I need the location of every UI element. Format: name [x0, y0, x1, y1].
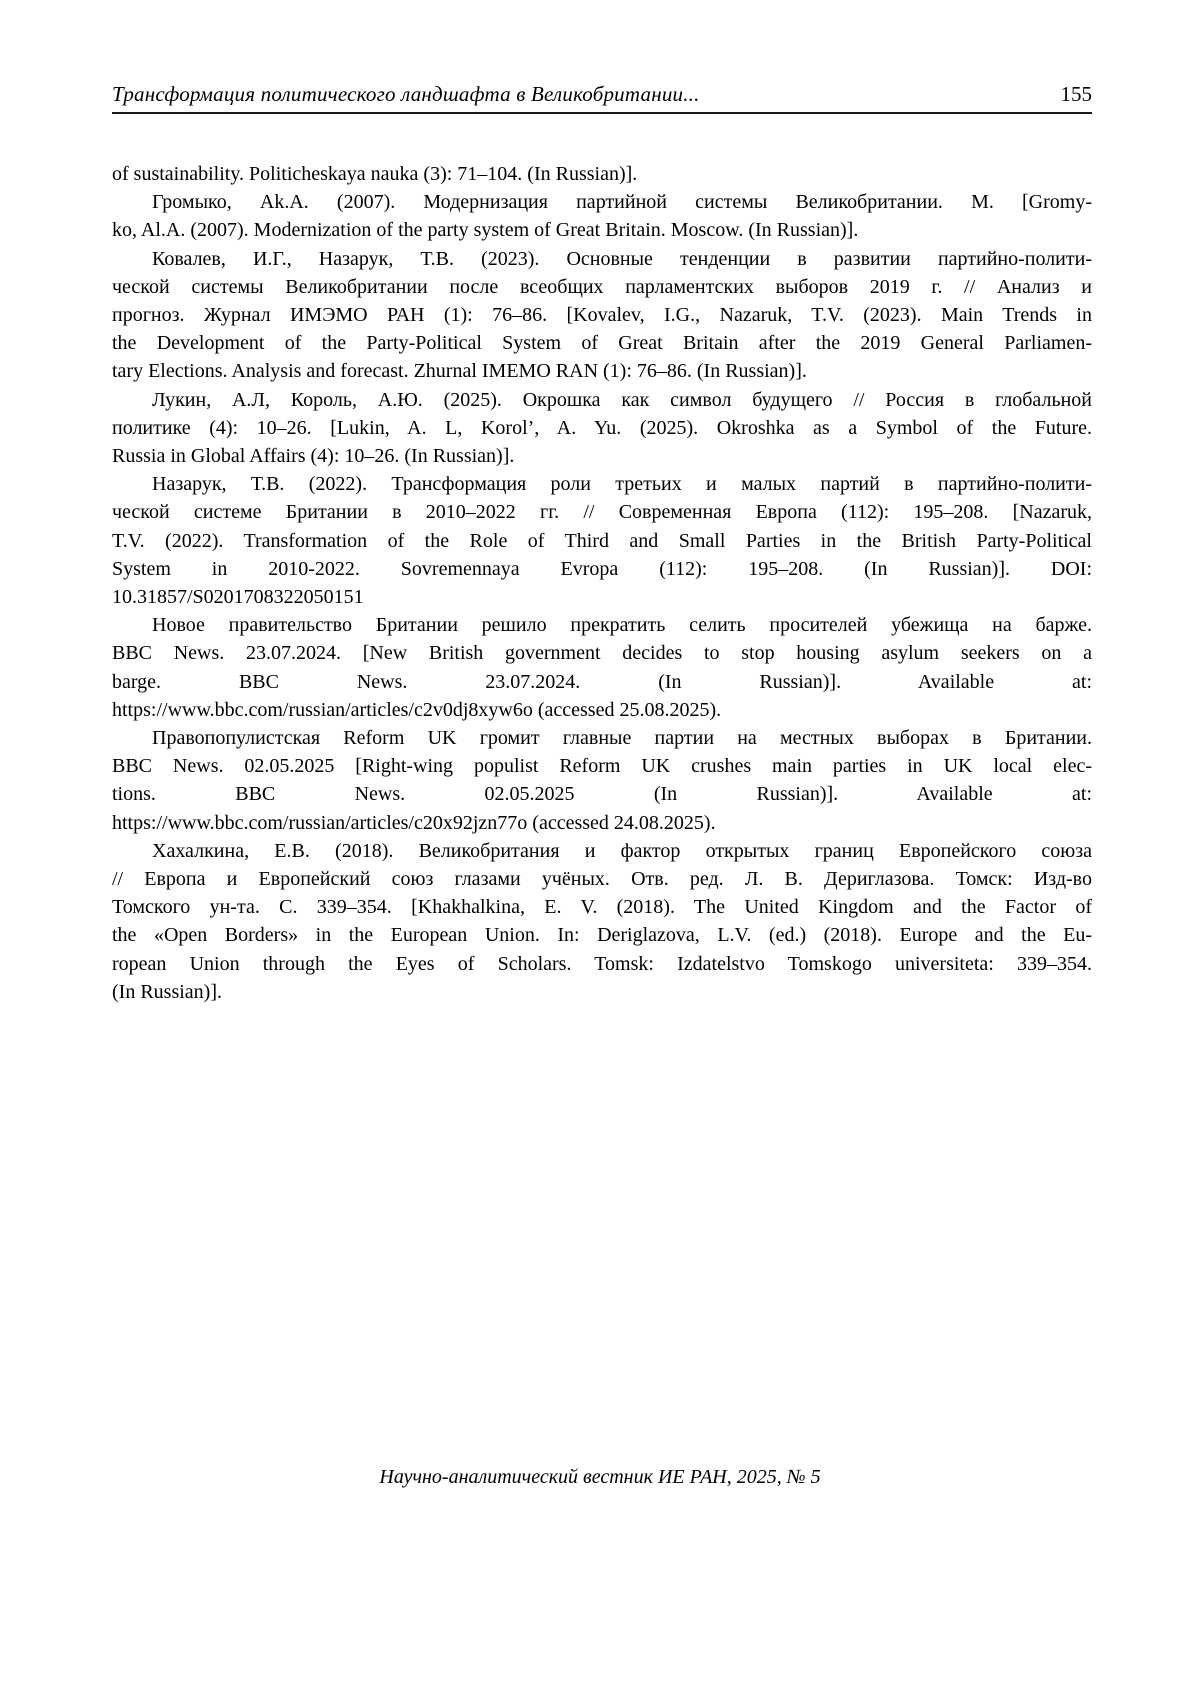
reference-line: Назарук, Т.В. (2022). Трансформация роли третьих и малых партий в партийно-полити- [152, 473, 1092, 496]
reference-line: ческой системы Великобритании после всеобщих парламентских выборов 2019 г. // Анализ и [112, 275, 1092, 298]
reference-paragraph [112, 724, 1092, 837]
reference-line: ческой системе Британии в 2010–2022 гг. // Современная Европа (112): 195–208. [Nazaruk, [112, 501, 1092, 524]
reference-paragraph [112, 386, 1092, 471]
reference-line: https://www.bbc.com/russian/articles/c20x92jzn77o (accessed 24.08.2025). [112, 811, 716, 834]
reference-line: Хахалкина, Е.В. (2018). Великобритания и фактор открытых границ Европейского союза [152, 839, 1092, 862]
reference-line: T.V. (2022). Transformation of the Role of Third and Small Parties in the British Party-Political [112, 529, 1092, 552]
reference-paragraph [112, 470, 1092, 611]
reference-line: System in 2010-2022. Sovremennaya Evropa (112): 195–208. (In Russian)]. DOI: [112, 557, 1092, 580]
reference-line: ropean Union through the Eyes of Scholars. Tomsk: Izdatelstvo Tomskogo universiteta: 339–354. [112, 952, 1092, 975]
reference-line: Russia in Global Affairs (4): 10–26. (In Russian)]. [112, 445, 515, 468]
reference-line: Томского ун-та. С. 339–354. [Khakhalkina, E. V. (2018). The United Kingdom and the Factor of [112, 896, 1092, 919]
reference-line: прогноз. Журнал ИМЭМО РАН (1): 76–86. [Kovalev, I.G., Nazaruk, T.V. (2023). Main Trends in [112, 304, 1092, 327]
reference-line: // Европа и Европейский союз глазами учёных. Отв. ред. Л. В. Дериглазова. Томск: Изд-во [112, 868, 1092, 891]
reference-line: Новое правительство Британии решило прекратить селить просителей убежища на барже. [152, 614, 1092, 637]
reference-paragraph [112, 188, 1092, 244]
reference-line: BBC News. 23.07.2024. [New British government decides to stop housing asylum seekers on a [112, 642, 1092, 665]
reference-line: политике (4): 10–26. [Lukin, A. L, Korol’, A. Yu. (2025). Okroshka as a Symbol of the Future. [112, 416, 1092, 439]
references-section [112, 160, 1092, 1006]
reference-line: tions. BBC News. 02.05.2025 (In Russian)]. Available at: [112, 783, 1092, 806]
reference-line: tary Elections. Analysis and forecast. Zhurnal IMEMO RAN (1): 76–86. (In Russian)]. [112, 360, 807, 383]
reference-paragraph [112, 837, 1092, 1006]
reference-line: the «Open Borders» in the European Union. In: Deriglazova, L.V. (ed.) (2018). Europe and the Eu- [112, 924, 1092, 947]
reference-line: ko, Al.A. (2007). Modernization of the party system of Great Britain. Moscow. (In Russian)]. [112, 219, 859, 242]
running-title: Трансформация политического ландшафта в Великобритании... [112, 82, 700, 106]
reference-line: https://www.bbc.com/russian/articles/c2v0dj8xyw6o (accessed 25.08.2025). [112, 698, 722, 721]
reference-line: BBC News. 02.05.2025 [Right-wing populist Reform UK crushes main parties in UK local elec- [112, 755, 1092, 778]
reference-paragraph [112, 160, 1092, 188]
reference-line: (In Russian)]. [112, 980, 222, 1003]
reference-line: of sustainability. Politicheskaya nauka (3): 71–104. (In Russian)]. [112, 163, 638, 185]
running-header [112, 82, 1092, 107]
reference-paragraph [112, 611, 1092, 724]
reference-line: Ковалев, И.Г., Назарук, Т.В. (2023). Основные тенденции в развитии партийно-полити- [152, 247, 1092, 270]
page-number: 155 [1060, 82, 1092, 106]
reference-line: Правопопулистская Reform UK громит главные партии на местных выборах в Британии. [152, 727, 1092, 750]
header-rule [112, 112, 1092, 114]
reference-paragraph [112, 245, 1092, 386]
reference-line: Лукин, А.Л, Король, А.Ю. (2025). Окрошка как символ будущего // Россия в глобальной [152, 388, 1092, 411]
reference-line: the Development of the Party-Political System of Great Britain after the 2019 General Parliamen- [112, 332, 1092, 355]
journal-footer-text: Научно-аналитический вестник ИЕ РАН, 2025, № 5 [379, 1466, 821, 1488]
reference-line: Громыко, Ak.A. (2007). Модернизация партийной системы Великобритании. М. [Gromy- [152, 191, 1092, 214]
reference-line: 10.31857/S0201708322050151 [112, 586, 364, 609]
reference-line: barge. BBC News. 23.07.2024. (In Russian)]. Available at: [112, 670, 1092, 693]
journal-footer [0, 1466, 1200, 1489]
